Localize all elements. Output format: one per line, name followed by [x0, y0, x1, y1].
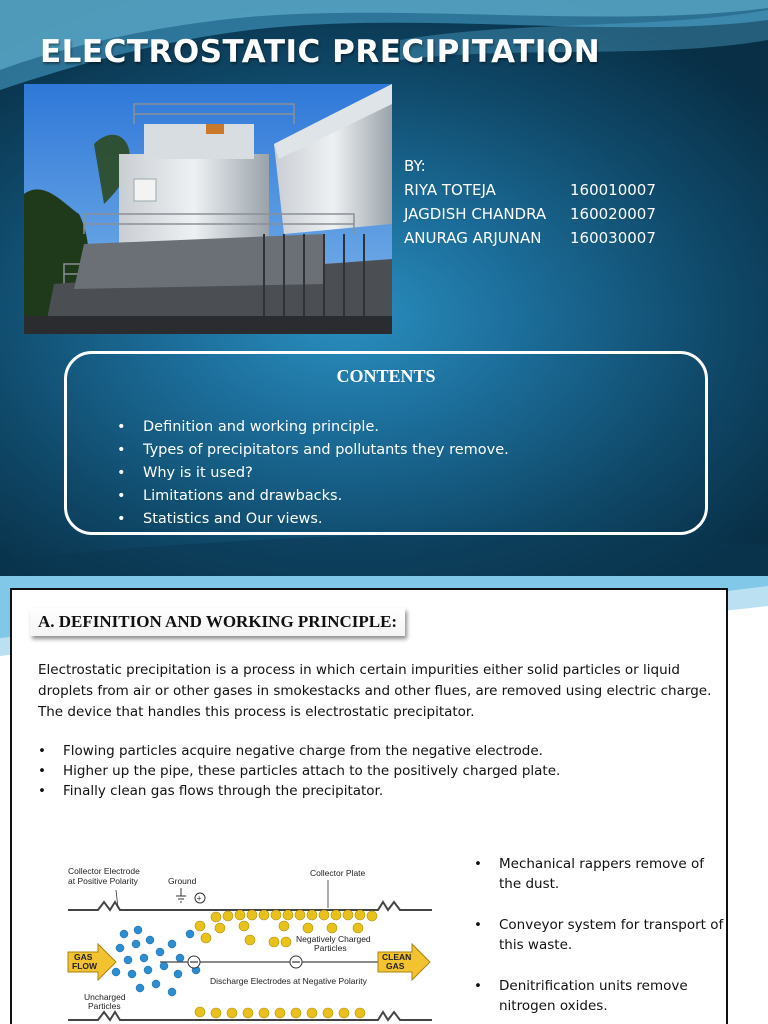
- contents-item: [117, 416, 509, 439]
- author-name: ANURAG ARJUNAN: [404, 229, 542, 247]
- list-item-text: Higher up the pipe, these particles attach to the positively charged plate.: [63, 763, 561, 779]
- collector-plate-label: Collector Plate: [310, 868, 366, 878]
- contents-list: [117, 416, 509, 531]
- list-item-text: Denitrification units remove nitrogen oxides.: [499, 978, 688, 1014]
- list-item-text: Conveyor system for transport of this waste.: [499, 917, 724, 953]
- list-item: [474, 915, 729, 955]
- author-row: [404, 202, 656, 226]
- side-bullets: [474, 854, 729, 1024]
- bullet-icon: •: [38, 743, 46, 759]
- precipitator-diagram: [60, 862, 438, 1024]
- bullet-icon: •: [117, 488, 126, 504]
- section-heading: A. DEFINITION AND WORKING PRINCIPLE:: [30, 608, 405, 636]
- contents-item: [117, 508, 509, 531]
- contents-item-text: Definition and working principle.: [143, 419, 379, 435]
- precipitator-photo: [24, 84, 392, 334]
- slide-title: ELECTROSTATIC PRECIPITATION: [40, 34, 601, 70]
- list-item: [474, 976, 729, 1016]
- bullet-icon: •: [117, 511, 126, 527]
- list-item: [38, 761, 560, 781]
- bullet-icon: •: [474, 978, 482, 994]
- bullet-icon: •: [117, 419, 126, 435]
- author-row: [404, 178, 656, 202]
- contents-item: [117, 485, 509, 508]
- contents-item-text: Types of precipitators and pollutants they remove.: [143, 442, 509, 458]
- gas-flow-label-2: FLOW: [72, 961, 98, 971]
- definition-slide: [0, 576, 768, 1024]
- uncharged-particles-label-2: Particles: [88, 1001, 121, 1011]
- principle-bullets: [38, 741, 560, 801]
- authors-block: [404, 154, 656, 250]
- bullet-icon: •: [474, 856, 482, 872]
- bullet-icon: •: [474, 917, 482, 933]
- contents-item-text: Why is it used?: [143, 465, 253, 481]
- collector-electrode-label: Collector Electrode: [68, 866, 140, 876]
- list-item: [38, 781, 560, 801]
- author-name: RIYA TOTEJA: [404, 181, 496, 199]
- gas-flow-label: GAS: [74, 952, 93, 962]
- list-item-text: Finally clean gas flows through the precipitator.: [63, 783, 384, 799]
- discharge-electrodes-label: Discharge Electrodes at Negative Polarity: [210, 976, 367, 986]
- list-item: [38, 741, 560, 761]
- bullet-icon: •: [38, 763, 46, 779]
- author-name: JAGDISH CHANDRA: [404, 205, 547, 223]
- author-id: 160010007: [570, 181, 656, 199]
- contents-title: CONTENTS: [336, 366, 436, 386]
- clean-gas-label-2: GAS: [386, 961, 405, 971]
- author-row: [404, 226, 656, 250]
- negative-particles-label-2: Particles: [314, 943, 347, 953]
- list-item-text: Flowing particles acquire negative charge from the negative electrode.: [63, 743, 543, 759]
- contents-item-text: Limitations and drawbacks.: [143, 488, 343, 504]
- by-label: BY:: [404, 157, 426, 175]
- author-id: 160020007: [570, 205, 656, 223]
- list-item: [474, 854, 729, 894]
- contents-box: [64, 351, 708, 535]
- list-item-text: Mechanical rappers remove of the dust.: [499, 856, 704, 892]
- negative-particles-label: Negatively Charged: [296, 934, 371, 944]
- contents-item: [117, 439, 509, 462]
- ground-label: Ground: [168, 876, 197, 886]
- collector-electrode-label-2: at Positive Polarity: [68, 876, 138, 886]
- svg-text:+: +: [196, 893, 202, 904]
- bullet-icon: •: [117, 465, 126, 481]
- author-id: 160030007: [570, 229, 656, 247]
- clean-gas-label: CLEAN: [382, 952, 412, 962]
- contents-item-text: Statistics and Our views.: [143, 511, 323, 527]
- bullet-icon: •: [38, 783, 46, 799]
- contents-item: [117, 462, 509, 485]
- definition-paragraph: Electrostatic precipitation is a process in which certain impurities either solid particles or liquid droplets from air or other gases in smokestacks and other flues, are removed using electric charge. The device that handles this process is electrostatic precipitator.: [38, 662, 712, 720]
- bullet-icon: •: [117, 442, 126, 458]
- uncharged-particles-label: Uncharged: [84, 992, 126, 1002]
